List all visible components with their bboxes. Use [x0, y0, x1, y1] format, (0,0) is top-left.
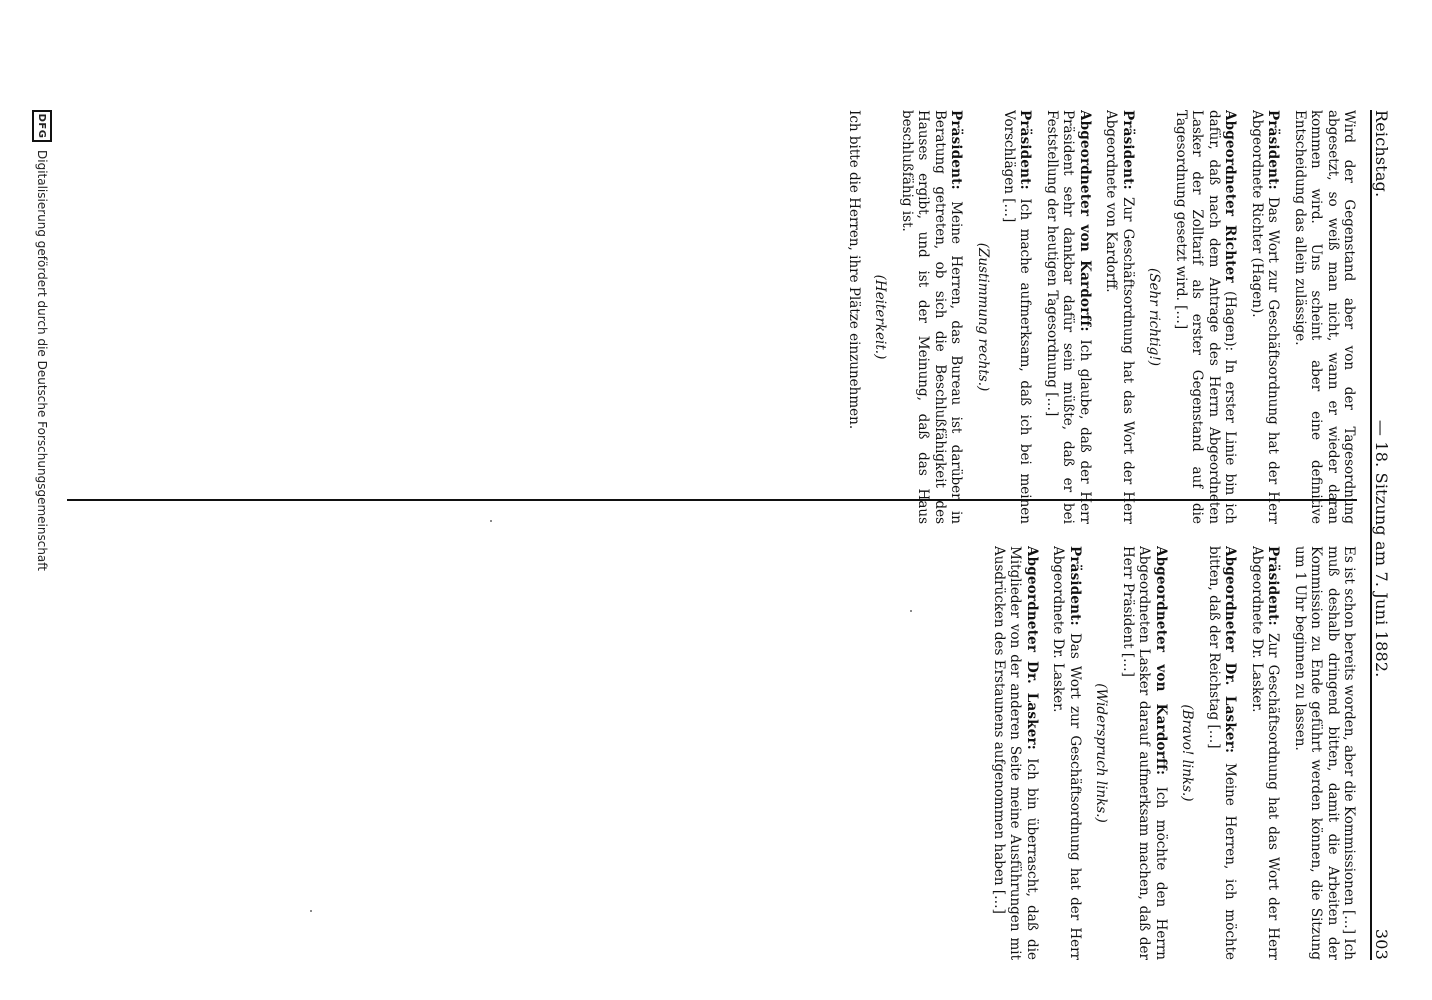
paragraph	[991, 546, 1040, 960]
paragraph-text: Das Wort zur Geschäftsordnung hat der Herr Abgeordnete Richter (Hagen).	[1248, 110, 1282, 524]
header-center: — 18. Sitzung am 7. Juni 1882.	[1372, 419, 1391, 678]
paragraph-text: Ich bitte die Herren, ihre Plätze einzunehmen.	[845, 110, 862, 430]
header-left: Reichstag.	[1372, 110, 1391, 198]
scan-speck	[910, 610, 912, 612]
paragraph-text: Ich mache aufmerksam, daß ich bei meinen Vorschlägen […]	[1001, 110, 1034, 524]
speaker: Präsident:	[1066, 546, 1083, 626]
page-header	[1370, 110, 1402, 960]
paragraph	[1291, 546, 1357, 960]
speaker: Abgeordneter von Kardorff:	[1076, 110, 1093, 332]
speaker: Präsident:	[1119, 110, 1136, 190]
two-column-text	[67, 110, 1357, 960]
paragraph-text: Wird der Gegenstand aber von der Tagesordnung abgesetzt, so weiß man nicht, wann er wieder daran kommen wird. Uns scheint aber eine definitive Entscheidung das allein zulässige.	[1291, 110, 1357, 524]
stage-direction: (Bravo! links.)	[1179, 704, 1196, 802]
stage-direction: (Heiterkeit.)	[872, 274, 889, 360]
paragraph-text: Ich möchte den Herrn Abgeordneten Lasker darauf aufmerksam machen, daß der Herr Präsident […]	[1119, 546, 1169, 960]
speaker: Präsident:	[1265, 546, 1282, 626]
paragraph	[1119, 546, 1168, 960]
digitization-note: Digitalisierung gefördert durch die Deutsche Forschungsgemeinschaft	[35, 150, 49, 572]
paragraph-text: Ich glaube, daß der Herr Präsident sehr dankbar dafür sein müßte, daß er bei Feststellung der heutigen Tagesordnung […]	[1043, 110, 1093, 524]
speaker: Abgeordneter Dr. Lasker:	[1023, 546, 1040, 750]
paragraph-text: Ich bin überrascht, daß die Mitglieder von der anderen Seite meine Ausführungen mit Ausdrücken des Erstaunens aufgenommen haben […]	[991, 546, 1040, 960]
page-number: 303	[1372, 928, 1391, 960]
paragraph-text: Meine Herren, das Bureau ist darüber in Beratung getreten, ob sich die Beschlußfähigkeit des Hauses ergibt, und ist der Meinung, daß das Haus beschlußfähig ist.	[898, 110, 965, 524]
paragraph	[1103, 110, 1136, 524]
speaker-role: (Hagen):	[1222, 290, 1239, 352]
paragraph-text: In erster Linie bin ich dafür, daß nach dem Antrage des Herrn Abgeordneten Lasker der Zolltarif als erster Gegenstand auf die Tagesordnung gesetzt wird. […]	[1172, 110, 1239, 524]
paragraph	[845, 110, 861, 524]
scan-speck	[310, 910, 312, 912]
speaker: Präsident:	[1265, 110, 1282, 190]
speaker: Abgeordneter von Kardorff:	[1152, 546, 1169, 776]
paragraph-text: Meine Herren, ich möchte bitten, daß der Reichstag […]	[1205, 546, 1239, 960]
right-column	[67, 546, 1357, 960]
paragraph	[898, 110, 964, 524]
paragraph	[1248, 546, 1281, 960]
left-column	[67, 110, 1357, 524]
stage-direction: (Zustimmung rechts.)	[974, 242, 991, 392]
paragraph-text: Das Wort zur Geschäftsordnung hat der Herr Abgeordnete Dr. Lasker.	[1050, 546, 1083, 960]
digitization-footer	[32, 110, 52, 960]
scan-speck	[490, 520, 492, 522]
paragraph	[1291, 110, 1357, 524]
paragraph	[1044, 110, 1093, 524]
speaker: Abgeordneter Richter	[1222, 110, 1239, 283]
paragraph-text: Es ist schon bereits worden, aber die Kommissionen […] Ich muß deshalb dringend bitten, damit die Arbeiten der Kommission zu Ende geführt werden können, die Sitzung um 1 Uhr beginnen zu lassen.	[1291, 546, 1357, 960]
paragraph	[1248, 110, 1281, 524]
paragraph	[1001, 110, 1034, 524]
paragraph	[1205, 546, 1238, 960]
speaker: Abgeordneter Dr. Lasker:	[1222, 546, 1239, 754]
paragraph-text: Zur Geschäftsordnung hat das Wort der Herr Abgeordnete Dr. Lasker.	[1248, 546, 1282, 960]
stage-direction: (Widerspruch links.)	[1093, 683, 1110, 823]
dfg-logo-icon: DFG	[32, 110, 52, 142]
speaker: Präsident:	[1017, 110, 1034, 190]
paragraph-text: Zur Geschäftsordnung hat das Wort der Herr Abgeordnete von Kardorff.	[1103, 110, 1136, 524]
paragraph	[1050, 546, 1083, 960]
paragraph	[1172, 110, 1238, 524]
speaker: Präsident:	[948, 110, 965, 190]
stage-direction: (Sehr richtig!)	[1146, 267, 1163, 367]
